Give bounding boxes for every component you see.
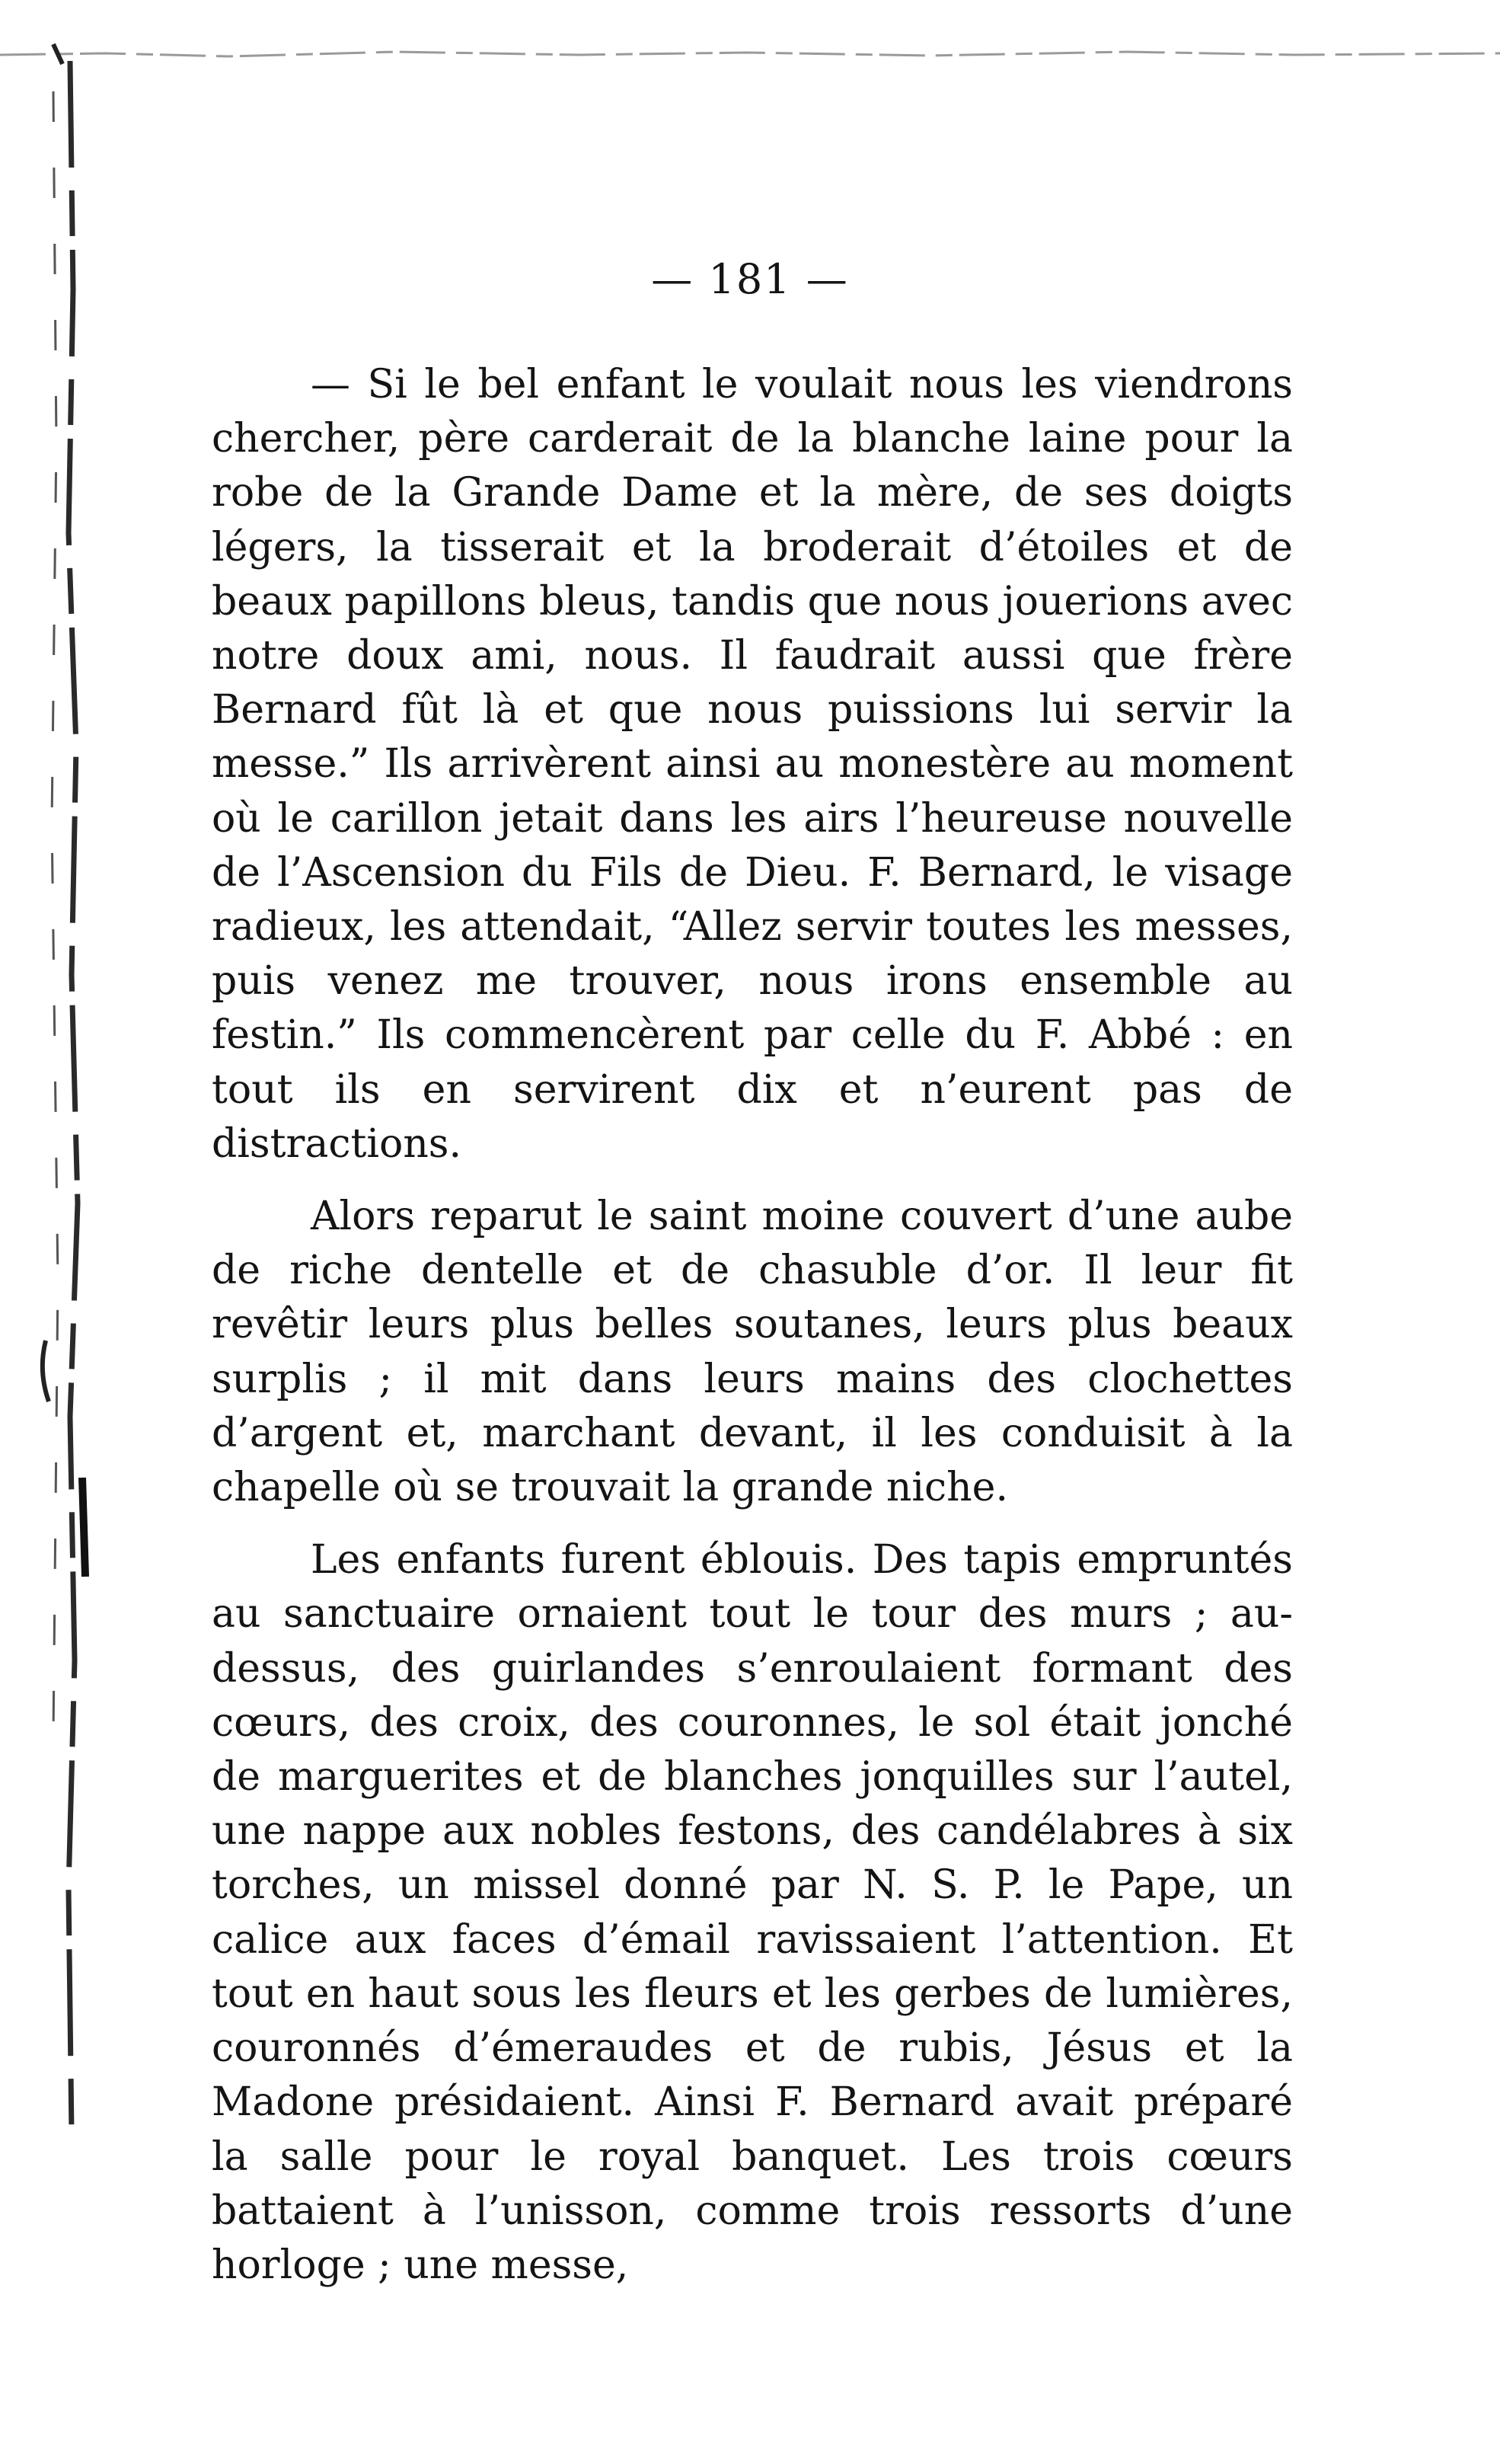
page-number: — 181 — xyxy=(651,255,849,303)
body-text xyxy=(212,358,1293,2311)
paragraph-1: — Si le bel enfant le voulait nous les viendrons chercher, père carderait de la blanche laine pour la robe de la Grande Dame et la mère, de ses doigts légers, la tisserait et la broderait d’étoiles et de beaux papillons bleus, tandis que nous jouerions avec notre doux ami, nous. Il faudrait aussi que frère Bernard fût là et que nous puissions lui servir la messe.” Ils arrivèrent ainsi au monestère au moment où le carillon jetait dans les airs l’heureuse nouvelle de l’Ascension du Fils de Dieu. F. Bernard, le visage radieux, les attendait, “Allez servir toutes les messes, puis venez me trouver, nous irons ensemble au festin.” Ils commencèrent par celle du F. Abbé : en tout ils en servirent dix et n’eurent pas de distractions. xyxy=(212,362,1293,1167)
top-edge-artifact xyxy=(0,38,1500,69)
binding-edge-artifact xyxy=(23,61,107,2133)
paragraph-3: Les enfants furent éblouis. Des tapis empruntés au sanctuaire ornaient tout le tour des murs ; au-dessus, des guirlandes s’enroulaient formant des cœurs, des croix, des couronnes, le sol était jonché de marguerites et de blanches jonquilles sur l’autel, une nappe aux nobles festons, des candélabres à six torches, un missel donné par N. S. P. le Pape, un calice aux faces d’émail ravissaient l’attention. Et tout en haut sous les fleurs et les gerbes de lumières, couronnés d’émeraudes et de rubis, Jésus et la Madone présidaient. Ainsi F. Bernard avait préparé la salle pour le royal banquet. Les trois cœurs battaient à l’unisson, comme trois ressorts d’une horloge ; une messe, xyxy=(212,1537,1293,2288)
paragraph-2: Alors reparut le saint moine couvert d’une aube de riche dentelle et de chasuble d’or. Il leur fit revêtir leurs plus belles soutanes, leurs plus beaux surplis ; il mit dans leurs mains des clochettes d’argent et, marchant devant, il les conduisit à la chapelle où se trouvait la grande niche. xyxy=(212,1194,1293,1511)
